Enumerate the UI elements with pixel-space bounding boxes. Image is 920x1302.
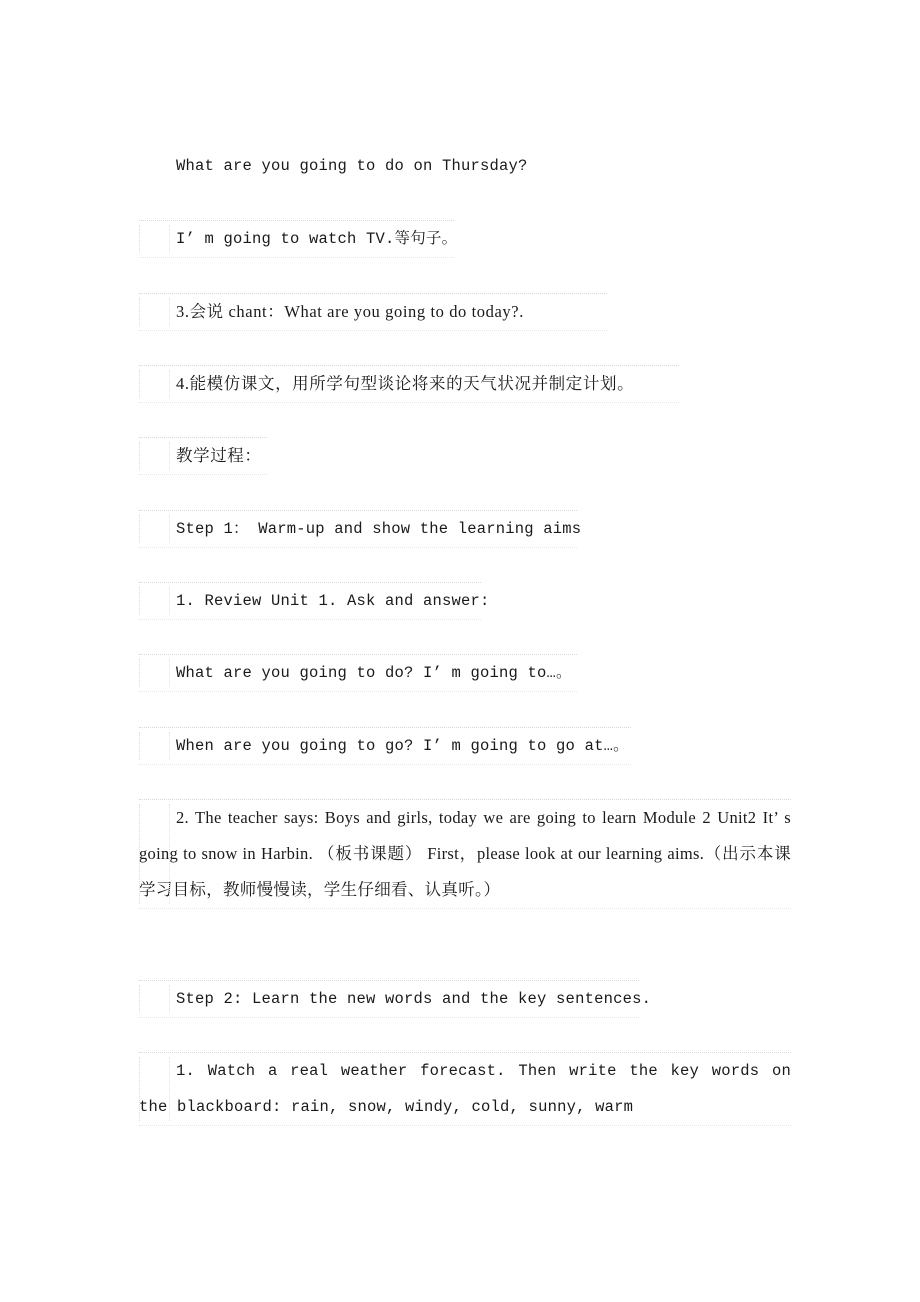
sentence-example-answer <box>139 220 458 258</box>
paragraph-text: What are you going to do on Thursday? <box>176 157 528 175</box>
review-question-2 <box>139 727 631 765</box>
heading-text: Step 1： Warm-up and show the learning aims <box>176 520 582 538</box>
step-2-item-1 <box>139 1052 791 1126</box>
review-question-1 <box>139 654 577 692</box>
section-heading-teaching-process <box>139 437 267 475</box>
step-1-item-1 <box>139 582 490 620</box>
paragraph-text: What are you going to do? I’ m going to…。 <box>176 664 572 682</box>
heading-text: 教学过程： <box>176 446 262 465</box>
paragraph-text: I’ m going to watch TV.等句子。 <box>176 230 458 248</box>
step-1-heading <box>139 510 582 548</box>
step-1-item-2 <box>139 799 791 909</box>
paragraph-text: 1. Review Unit 1. Ask and answer: <box>176 592 490 610</box>
paragraph-text: 1. Watch a real weather forecast. Then write the key words on the blackboard: rain, snow, windy, cold, sunny, warm <box>139 1062 791 1116</box>
paragraph-text: When are you going to go? I’ m going to go at…。 <box>176 737 629 755</box>
step-2-heading <box>139 980 652 1018</box>
paragraph-text: 3.会说 chant：What are you going to do today?. <box>176 302 524 321</box>
heading-text: Step 2: Learn the new words and the key sentences. <box>176 990 652 1008</box>
sentence-example-question <box>139 148 791 184</box>
paragraph-text: 2. The teacher says: Boys and girls, today we are going to learn Module 2 Unit2 It’ s going to snow in Harbin. （板书课题） First，please look at our learning aims.（出示本课学习目标，教师慢慢读，学生仔细看、认真听。） <box>139 808 791 899</box>
objective-4 <box>139 365 679 403</box>
objective-3 <box>139 293 607 331</box>
paragraph-text: 4.能模仿课文，用所学句型谈论将来的天气状况并制定计划。 <box>176 374 635 393</box>
